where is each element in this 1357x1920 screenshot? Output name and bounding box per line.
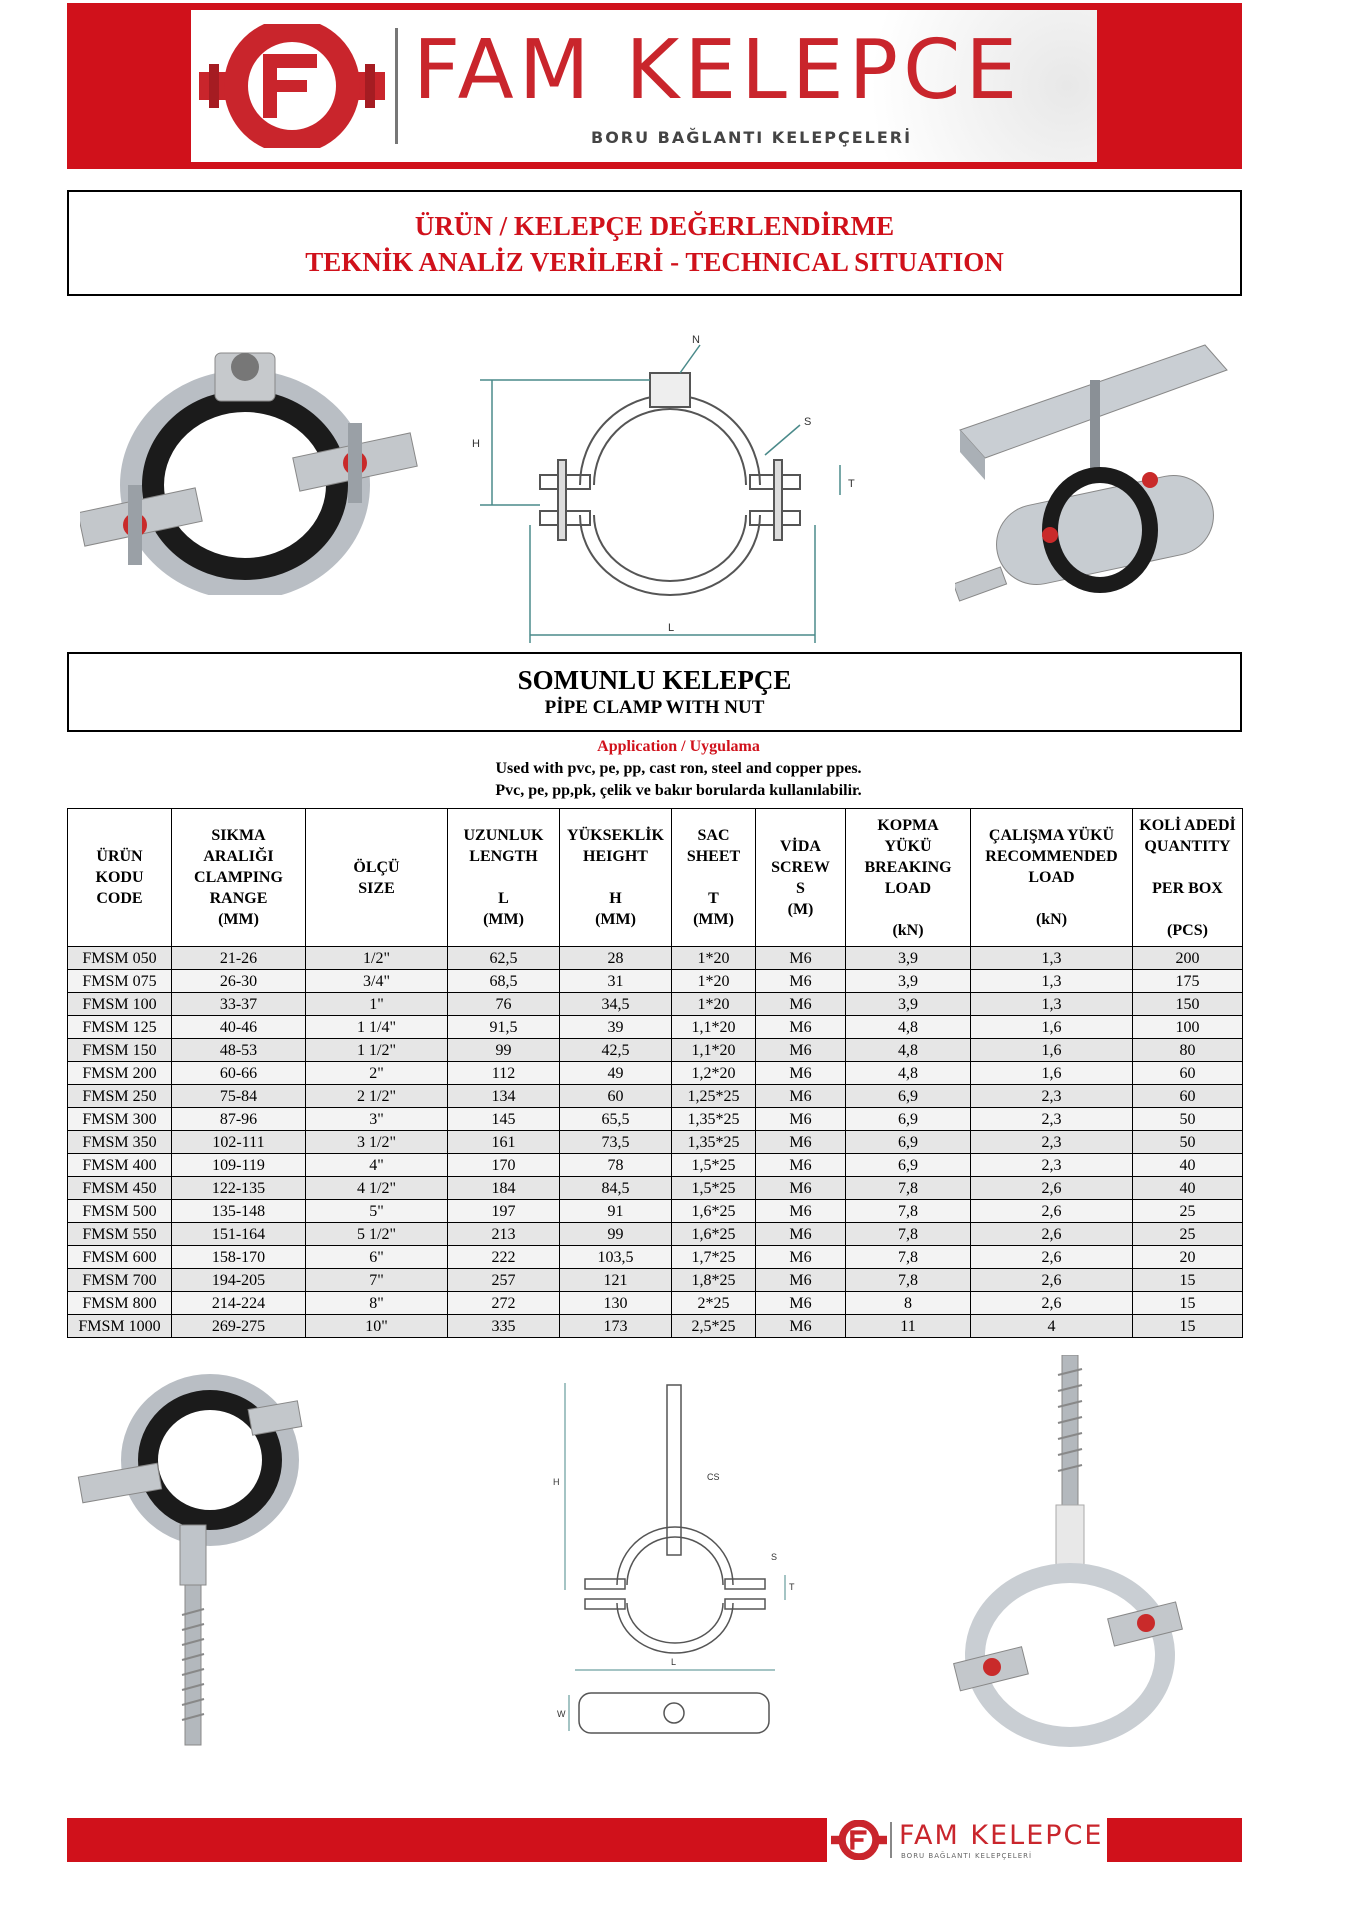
header-line: ÜRÜN [96,848,143,865]
table-cell: 2,3 [971,1131,1133,1154]
table-cell: 1*20 [672,993,756,1016]
table-cell: 40 [1133,1177,1243,1200]
header-line: VİDA [780,837,821,855]
header-line: RECOMMENDED [985,848,1118,865]
table-cell: 2,6 [971,1223,1133,1246]
header-line: SCREW [771,858,830,876]
footer-subtitle: BORU BAĞLANTI KELEPÇELERİ [901,1852,1033,1860]
table-cell: 6,9 [846,1085,971,1108]
header-line: (M) [787,900,814,918]
header-line: PER BOX [1152,879,1223,897]
table-cell: M6 [756,1200,846,1223]
table-cell: 2,6 [971,1177,1133,1200]
table-cell: M6 [756,1223,846,1246]
table-row [68,1085,1243,1108]
header-line: L [498,890,509,907]
table-cell: 2,6 [971,1269,1133,1292]
table-cell: 25 [1133,1200,1243,1223]
table-cell: 40-46 [172,1016,306,1039]
table-cell: 4 [971,1315,1133,1338]
header-line: CLAMPING [194,869,283,886]
header-line [672,867,755,888]
table-cell: FMSM 075 [68,970,172,993]
header-line: ÖLÇÜ [353,858,400,876]
table-cell: 1,3 [971,993,1133,1016]
table-cell: 7,8 [846,1269,971,1292]
table-cell: M6 [756,1246,846,1269]
table-cell: 7" [306,1269,448,1292]
table-cell: 4,8 [846,1016,971,1039]
table-cell: 269-275 [172,1315,306,1338]
title-line-2: TEKNİK ANALİZ VERİLERİ - TECHNICAL SITUATION [305,247,1004,277]
table-cell: 25 [1133,1223,1243,1246]
table-cell: 1,6 [971,1039,1133,1062]
table-cell: 3,9 [846,993,971,1016]
title-line-1: ÜRÜN / KELEPÇE DEĞERLENDİRME [414,211,895,241]
table-cell: 1,6 [971,1016,1133,1039]
table-cell: FMSM 125 [68,1016,172,1039]
header-line: YÜKSEKLİK [567,827,664,844]
table-cell: 7,8 [846,1223,971,1246]
table-cell: 3,9 [846,947,971,970]
header-line: (MM) [693,911,734,928]
table-cell: 1,5*25 [672,1154,756,1177]
table-cell: 130 [560,1292,672,1315]
header-line: SIZE [358,879,395,897]
table-row [68,1062,1243,1085]
table-cell: M6 [756,993,846,1016]
table-cell: 2,6 [971,1292,1133,1315]
table-cell: 103,5 [560,1246,672,1269]
label-l2: L [671,1657,677,1667]
table-cell: 2 1/2" [306,1085,448,1108]
application-line-tr: Pvc, pe, pp,pk, çelik ve bakır borularda kullanılabilir. [495,782,862,799]
label-h2: H [553,1477,560,1487]
table-cell: 60 [560,1085,672,1108]
table-cell: FMSM 500 [68,1200,172,1223]
table-cell: FMSM 300 [68,1108,172,1131]
table-cell: 4,8 [846,1039,971,1062]
table-cell: 33-37 [172,993,306,1016]
table-row [68,1200,1243,1223]
table-cell: 8" [306,1292,448,1315]
table-cell: 2*25 [672,1292,756,1315]
table-cell: 3,9 [846,970,971,993]
table-cell: 80 [1133,1039,1243,1062]
header-line: H [609,890,622,907]
table-cell: 335 [448,1315,560,1338]
footer-logo [827,1816,1107,1864]
table-body [68,947,1243,1338]
fam-logo-icon [199,24,385,148]
table-cell: 121 [560,1269,672,1292]
table-row [68,970,1243,993]
label-t: T [848,478,855,490]
table-cell: 2" [306,1062,448,1085]
header-line: (MM) [483,911,524,928]
table-cell: 5" [306,1200,448,1223]
table-cell: 197 [448,1200,560,1223]
table-cell: FMSM 250 [68,1085,172,1108]
header-line: KOPMA [877,816,939,834]
table-cell: FMSM 100 [68,993,172,1016]
table-cell: 8 [846,1292,971,1315]
table-header-cell [68,809,172,947]
table-cell: 1,6 [971,1062,1133,1085]
table-cell: 11 [846,1315,971,1338]
table-row [68,1292,1243,1315]
table-cell: M6 [756,1108,846,1131]
table-row [68,1039,1243,1062]
header-line: ÇALIŞMA YÜKÜ [988,827,1115,844]
table-header-cell [172,809,306,947]
header-line: CODE [96,890,143,907]
table-cell: 2,6 [971,1200,1133,1223]
clamp-with-screw-image [70,1365,310,1755]
header-line: HEIGHT [583,848,648,865]
header-line: LOAD [884,879,932,897]
table-cell: 99 [560,1223,672,1246]
header-line: KOLİ ADEDİ [1139,816,1236,834]
table-cell: 2,6 [971,1246,1133,1269]
header-line: YÜKÜ [884,837,932,855]
table-cell: 170 [448,1154,560,1177]
table-row [68,1246,1243,1269]
clamp-on-rail-image [955,340,1235,630]
header-line: (MM) [595,911,636,928]
table-cell: FMSM 550 [68,1223,172,1246]
table-cell: FMSM 150 [68,1039,172,1062]
table-cell: 68,5 [448,970,560,993]
table-header-row [68,809,1243,947]
table-cell: 1,3 [971,947,1133,970]
table-cell: 76 [448,993,560,1016]
header-line: (PCS) [1167,921,1208,939]
product-name-en: PİPE CLAMP WITH NUT [544,697,765,718]
table-cell: M6 [756,947,846,970]
table-cell: 173 [560,1315,672,1338]
table-cell: 40 [1133,1154,1243,1177]
table-cell: 1,6*25 [672,1200,756,1223]
table-cell: 20 [1133,1246,1243,1269]
header-line: QUANTITY [1144,837,1231,855]
table-cell: 222 [448,1246,560,1269]
table-cell: 48-53 [172,1039,306,1062]
table-cell: M6 [756,1039,846,1062]
table-cell: 5 1/2" [306,1223,448,1246]
header-line: LOAD [1028,869,1075,886]
label-s2: S [771,1552,778,1562]
header-line [846,899,970,920]
table-row [68,1223,1243,1246]
table-cell: FMSM 450 [68,1177,172,1200]
table-cell: M6 [756,1131,846,1154]
table-cell: 1" [306,993,448,1016]
header-line: (kN) [1035,911,1068,928]
table-cell: FMSM 050 [68,947,172,970]
label-l: L [668,622,675,634]
table-cell: M6 [756,1085,846,1108]
table-cell: FMSM 200 [68,1062,172,1085]
table-cell: 39 [560,1016,672,1039]
table-cell: M6 [756,1062,846,1085]
table-cell: 145 [448,1108,560,1131]
table-header-cell [1133,809,1243,947]
logo-separator [395,28,398,144]
table-cell: M6 [756,1315,846,1338]
footer-brand: FAM KELEPCE [899,1820,1104,1851]
table-cell: 1,5*25 [672,1177,756,1200]
header-line: SHEET [686,848,741,865]
table-cell: 1 1/2" [306,1039,448,1062]
table-cell: FMSM 350 [68,1131,172,1154]
table-cell: FMSM 400 [68,1154,172,1177]
table-header-cell [672,809,756,947]
table-cell: 1,8*25 [672,1269,756,1292]
product-name-tr: SOMUNLU KELEPÇE [517,665,792,695]
header-line: RANGE [209,890,268,907]
table-cell: 151-164 [172,1223,306,1246]
table-cell: 4" [306,1154,448,1177]
header-line [1133,857,1242,878]
spec-table [67,808,1243,1338]
table-cell: M6 [756,1177,846,1200]
clamp-technical-drawing [470,325,870,645]
table-cell: 102-111 [172,1131,306,1154]
table-cell: 194-205 [172,1269,306,1292]
table-cell: 1,2*20 [672,1062,756,1085]
table-cell: 200 [1133,947,1243,970]
table-cell: 42,5 [560,1039,672,1062]
header-line: T [708,890,719,907]
label-s: S [804,416,812,428]
table-cell: 10" [306,1315,448,1338]
table-cell: 1,25*25 [672,1085,756,1108]
table-row [68,1177,1243,1200]
table-cell: 175 [1133,970,1243,993]
table-cell: 1*20 [672,947,756,970]
table-row [68,1315,1243,1338]
label-t2: T [789,1582,795,1592]
table-cell: 15 [1133,1269,1243,1292]
screw-clamp-technical-drawing [545,1375,815,1745]
header-line: S [796,879,805,897]
header-line [448,867,559,888]
table-cell: FMSM 600 [68,1246,172,1269]
footer-logo-icon [831,1820,887,1860]
table-cell: 7,8 [846,1246,971,1269]
table-cell: 1,3 [971,970,1133,993]
header-line: SIKMA [211,827,266,844]
header-logo-panel [191,10,1097,162]
clamp-photo-image [80,345,420,595]
table-header-cell [560,809,672,947]
header-line [560,867,671,888]
table-cell: 2,5*25 [672,1315,756,1338]
table-cell: 1,35*25 [672,1108,756,1131]
table-cell: M6 [756,1269,846,1292]
table-cell: 112 [448,1062,560,1085]
table-cell: 213 [448,1223,560,1246]
brand-name: FAM KELEPCE [413,23,1023,118]
table-cell: 15 [1133,1292,1243,1315]
table-cell: 26-30 [172,970,306,993]
label-w: W [557,1709,566,1719]
header-line [971,888,1132,909]
table-cell: M6 [756,1016,846,1039]
table-cell: FMSM 700 [68,1269,172,1292]
table-cell: 122-135 [172,1177,306,1200]
table-cell: FMSM 800 [68,1292,172,1315]
table-cell: 1,7*25 [672,1246,756,1269]
header-line [1133,899,1242,920]
table-cell: 2,3 [971,1085,1133,1108]
table-cell: 6" [306,1246,448,1269]
table-cell: 100 [1133,1016,1243,1039]
table-cell: 91,5 [448,1016,560,1039]
table-cell: 161 [448,1131,560,1154]
table-cell: 272 [448,1292,560,1315]
table-cell: 78 [560,1154,672,1177]
table-cell: 99 [448,1039,560,1062]
table-cell: 158-170 [172,1246,306,1269]
table-cell: M6 [756,1154,846,1177]
table-cell: 6,9 [846,1154,971,1177]
table-header-cell [448,809,560,947]
table-cell: 6,9 [846,1131,971,1154]
table-cell: 49 [560,1062,672,1085]
table-cell: 50 [1133,1108,1243,1131]
table-cell: 109-119 [172,1154,306,1177]
table-header-cell [756,809,846,947]
header-line: BREAKING [864,858,952,876]
table-cell: 60-66 [172,1062,306,1085]
table-cell: 15 [1133,1315,1243,1338]
table-cell: 7,8 [846,1200,971,1223]
table-cell: 4 1/2" [306,1177,448,1200]
brand-subtitle: BORU BAĞLANTI KELEPÇELERİ [591,128,913,147]
application-line-en: Used with pvc, pe, pp, cast ron, steel and copper ppes. [495,760,862,777]
table-cell: 50 [1133,1131,1243,1154]
table-row [68,947,1243,970]
table-header-cell [306,809,448,947]
table-cell: 21-26 [172,947,306,970]
table-cell: 1,6*25 [672,1223,756,1246]
table-cell: 3 1/2" [306,1131,448,1154]
label-h: H [472,438,480,450]
table-cell: 31 [560,970,672,993]
table-cell: 3/4" [306,970,448,993]
table-cell: 91 [560,1200,672,1223]
product-box [67,652,1242,732]
table-cell: 87-96 [172,1108,306,1131]
table-cell: 1 1/4" [306,1016,448,1039]
table-row [68,1131,1243,1154]
table-row [68,1108,1243,1131]
table-cell: 150 [1133,993,1243,1016]
table-cell: 1,35*25 [672,1131,756,1154]
header-line: (kN) [892,921,924,939]
table-cell: 73,5 [560,1131,672,1154]
table-cell: FMSM 1000 [68,1315,172,1338]
table-cell: 184 [448,1177,560,1200]
table-cell: 2,3 [971,1154,1133,1177]
table-cell: 3" [306,1108,448,1131]
table-cell: 6,9 [846,1108,971,1131]
table-cell: 84,5 [560,1177,672,1200]
title-box [67,190,1242,296]
label-n: N [692,334,700,346]
table-cell: 1,1*20 [672,1016,756,1039]
screw-clamp-photo-image [950,1355,1190,1765]
table-cell: 75-84 [172,1085,306,1108]
table-row [68,1154,1243,1177]
header-line: KODU [95,869,144,886]
table-cell: 34,5 [560,993,672,1016]
table-header-cell [846,809,971,947]
table-cell: 135-148 [172,1200,306,1223]
header-banner [67,3,1242,169]
table-cell: 28 [560,947,672,970]
table-cell: 4,8 [846,1062,971,1085]
table-cell: M6 [756,1292,846,1315]
table-cell: 60 [1133,1085,1243,1108]
header-line: LENGTH [469,848,538,865]
table-header-cell [971,809,1133,947]
table-cell: M6 [756,970,846,993]
table-row [68,1269,1243,1292]
header-line: ARALIĞI [203,848,274,865]
table-row [68,993,1243,1016]
footer-logo-separator [890,1822,892,1858]
application-title: Application / Uygulama [597,738,760,755]
table-cell: 134 [448,1085,560,1108]
table-cell: 1,1*20 [672,1039,756,1062]
table-cell: 60 [1133,1062,1243,1085]
table-cell: 7,8 [846,1177,971,1200]
table-cell: 1*20 [672,970,756,993]
header-line: UZUNLUK [463,827,544,844]
header-line: SAC [697,827,730,844]
table-row [68,1016,1243,1039]
table-cell: 62,5 [448,947,560,970]
table-cell: 65,5 [560,1108,672,1131]
table-cell: 214-224 [172,1292,306,1315]
header-line: (MM) [218,911,259,928]
table-cell: 1/2" [306,947,448,970]
label-cs: CS [707,1472,720,1482]
table-cell: 2,3 [971,1108,1133,1131]
table-cell: 257 [448,1269,560,1292]
